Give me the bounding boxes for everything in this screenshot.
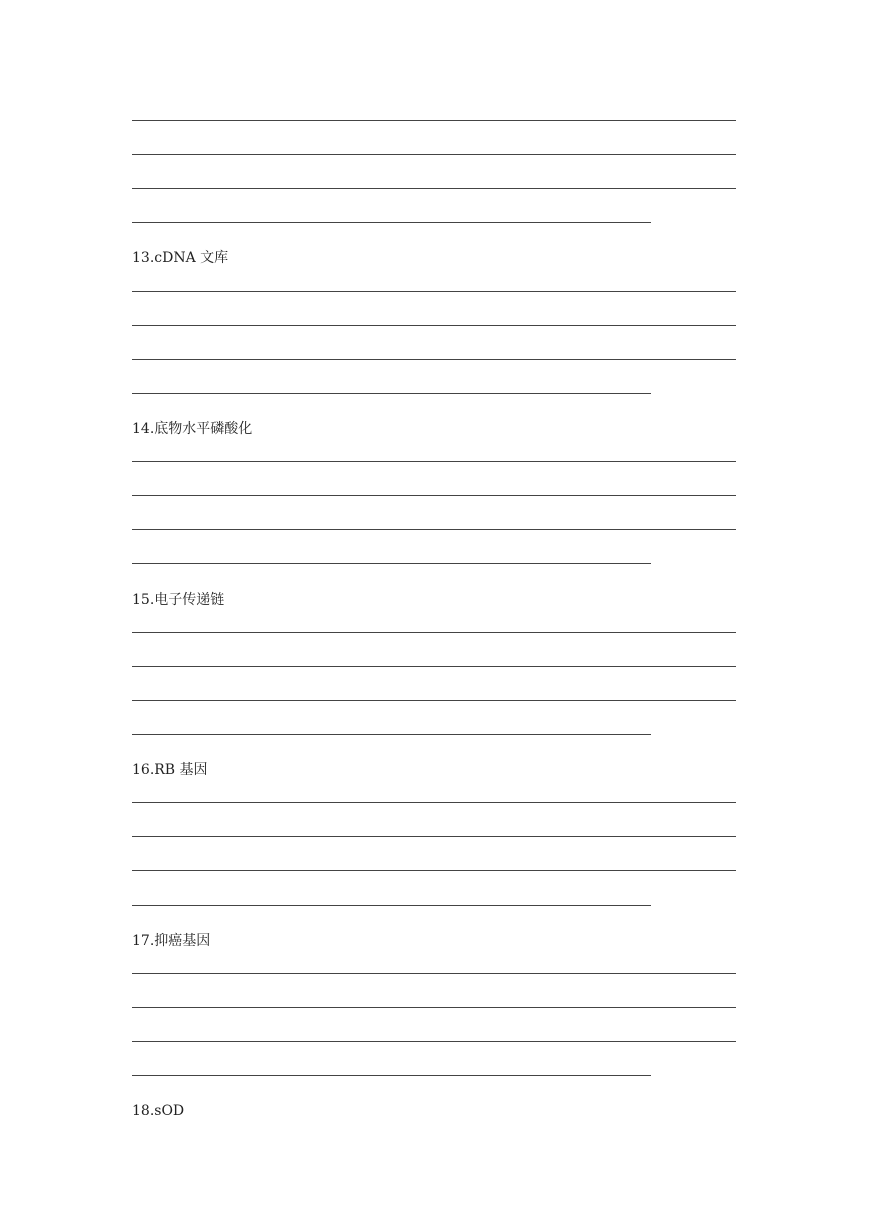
answer-line: [132, 1075, 651, 1076]
answer-line: [132, 325, 736, 326]
answer-line: [132, 291, 736, 292]
question-17-label: 17.抑癌基因: [132, 933, 211, 949]
answer-line: [132, 700, 736, 701]
answer-line: [132, 802, 736, 803]
answer-line: [132, 359, 736, 360]
answer-line: [132, 495, 736, 496]
answer-line: [132, 222, 651, 223]
question-15-label: 15.电子传递链: [132, 592, 225, 608]
question-16-label: 16.RB 基因: [132, 762, 208, 778]
answer-line: [132, 870, 736, 871]
question-14-label: 14.底物水平磷酸化: [132, 421, 253, 437]
answer-line: [132, 632, 736, 633]
question-18-label: 18.sOD: [132, 1103, 185, 1119]
answer-line: [132, 666, 736, 667]
answer-line: [132, 1007, 736, 1008]
answer-line: [132, 1041, 736, 1042]
answer-line: [132, 563, 651, 564]
answer-line: [132, 905, 651, 906]
answer-line: [132, 188, 736, 189]
answer-line: [132, 836, 736, 837]
answer-line: [132, 393, 651, 394]
answer-line: [132, 154, 736, 155]
answer-line: [132, 120, 736, 121]
answer-line: [132, 529, 736, 530]
question-13-label: 13.cDNA 文库: [132, 250, 229, 266]
answer-line: [132, 461, 736, 462]
answer-line: [132, 973, 736, 974]
answer-line: [132, 734, 651, 735]
